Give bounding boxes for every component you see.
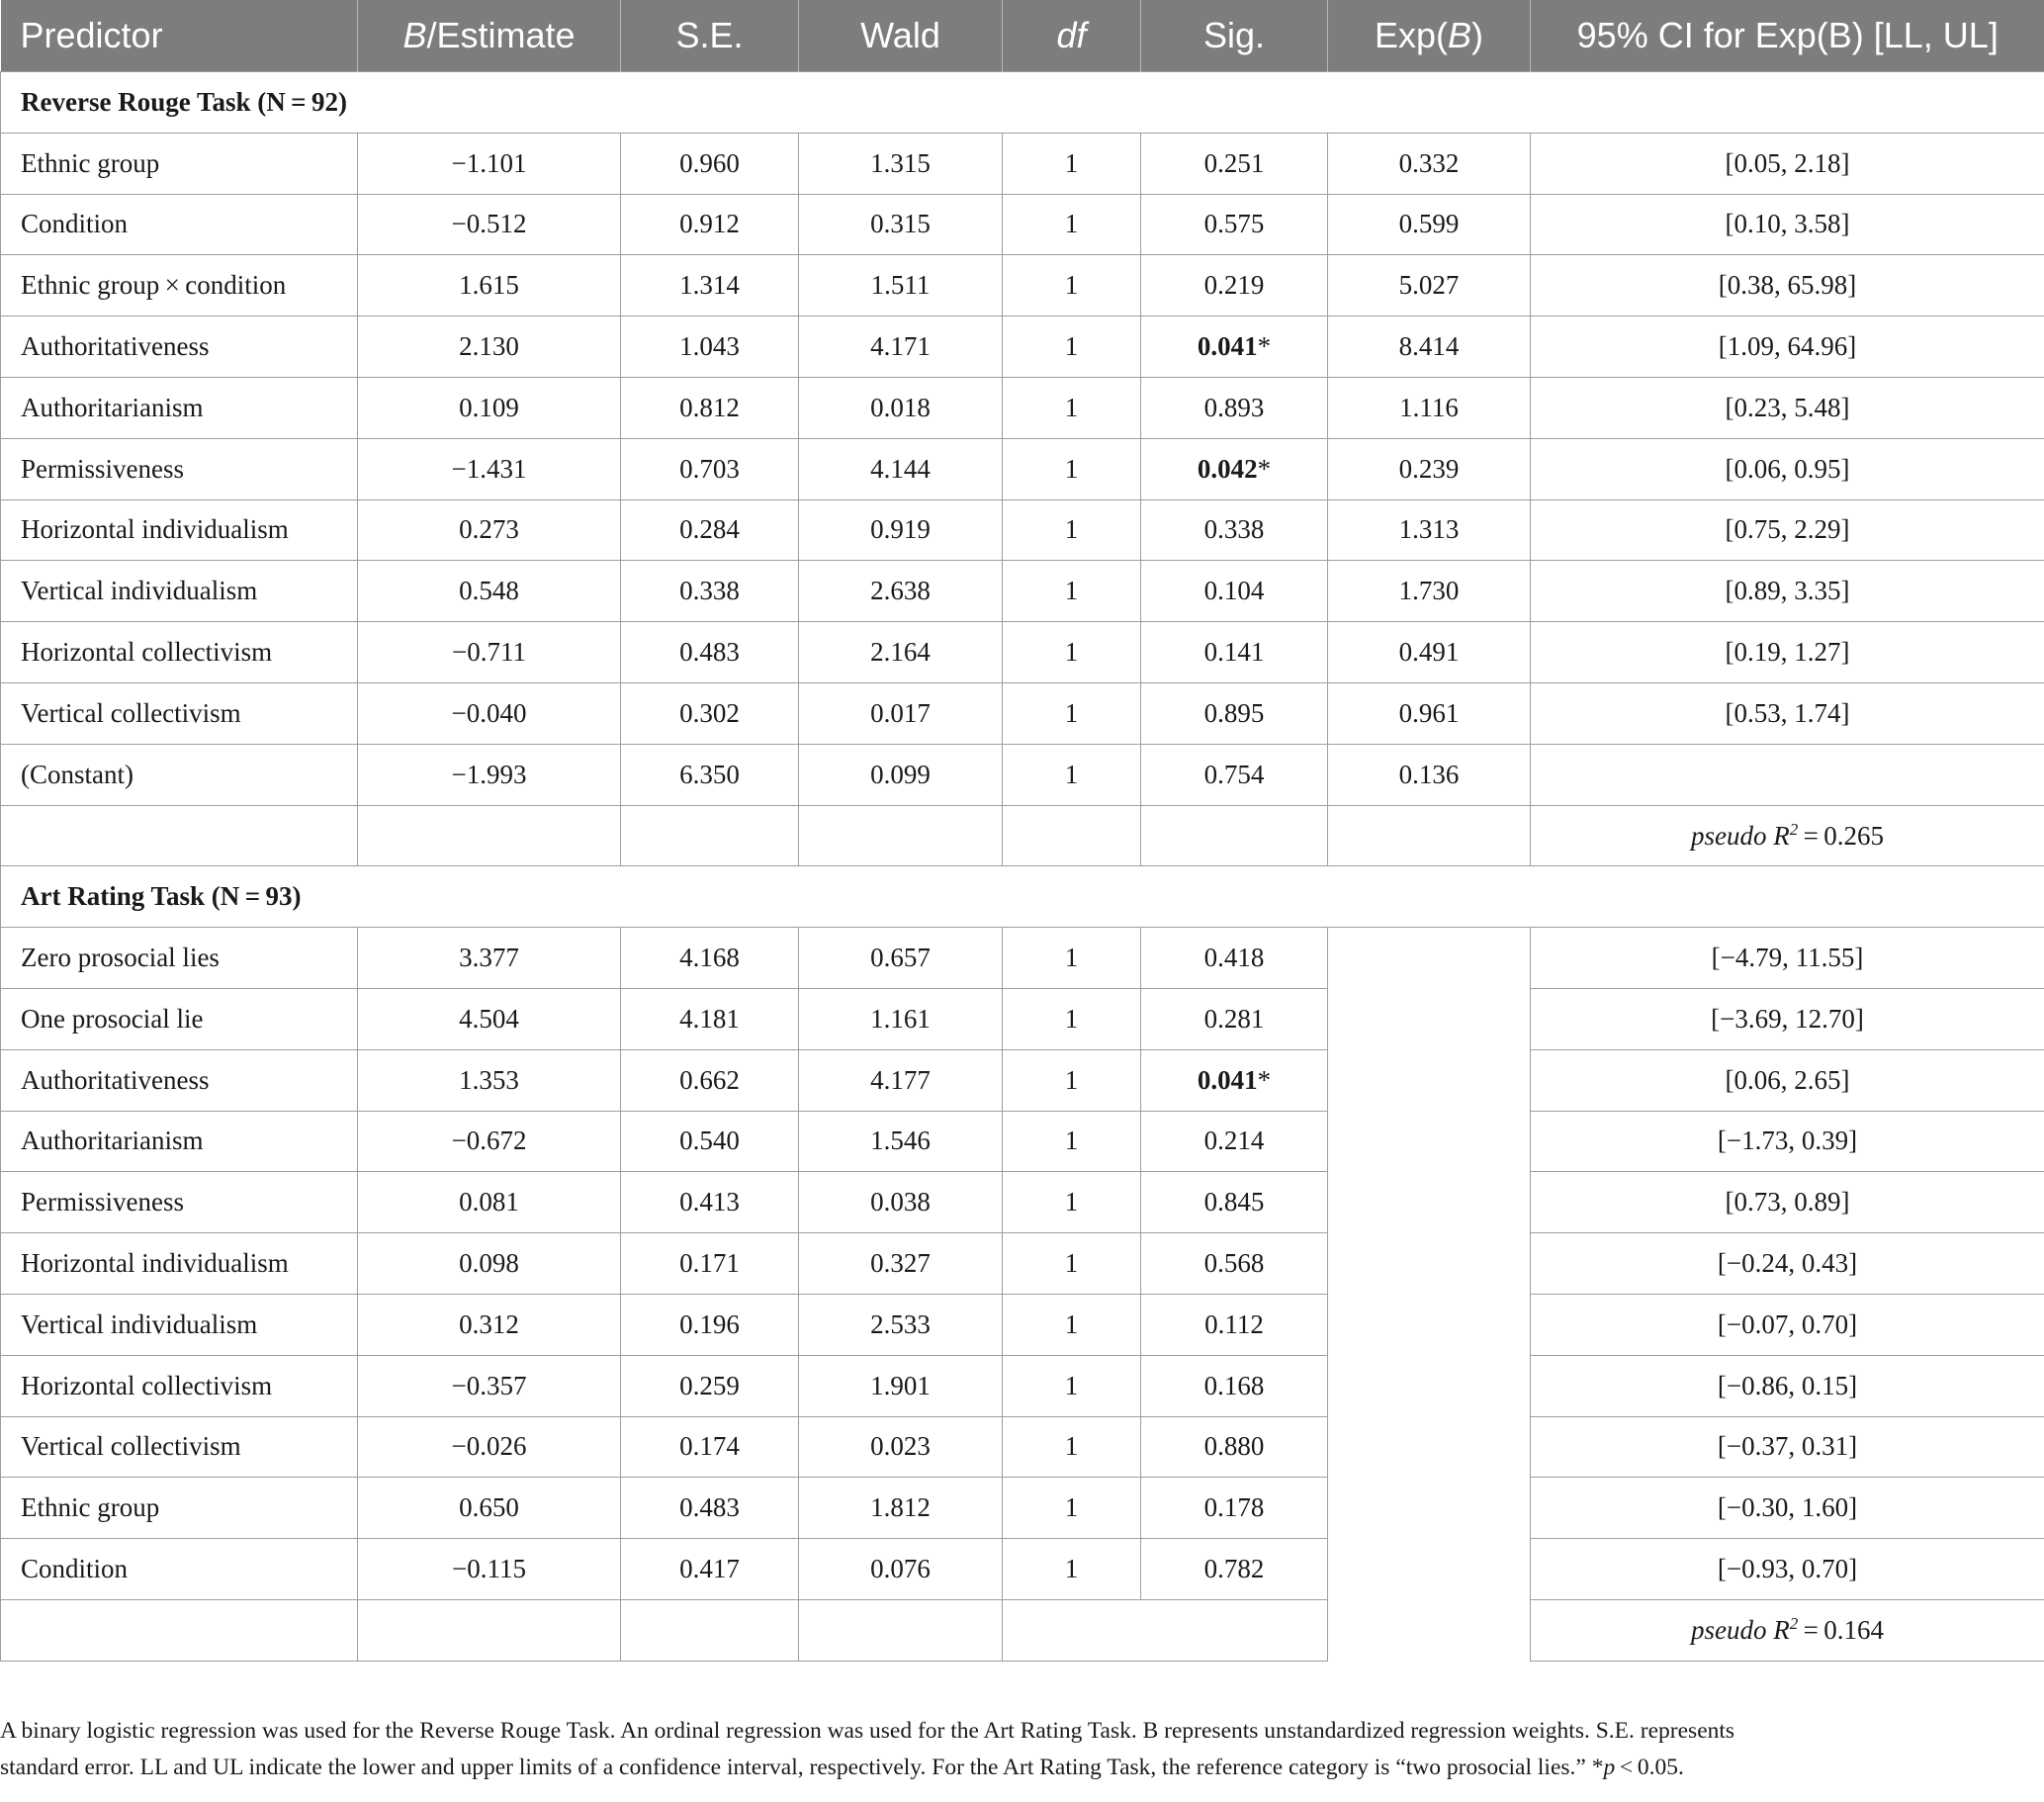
cell-wald: 2.164	[799, 622, 1003, 683]
cell-ci: [0.19, 1.27]	[1531, 622, 2044, 683]
cell-predictor: Ethnic group	[1, 133, 358, 194]
cell-sig: 0.219	[1141, 255, 1328, 316]
cell-wald: 1.161	[799, 988, 1003, 1049]
cell-sig: 0.845	[1141, 1172, 1328, 1233]
table-row	[1, 1049, 2044, 1111]
cell-predictor: Vertical individualism	[1, 561, 358, 622]
cell-sig: 0.754	[1141, 744, 1328, 805]
cell-ci: [0.53, 1.74]	[1531, 682, 2044, 744]
pseudo-r2	[1531, 1599, 2044, 1661]
cell-sig: 0.112	[1141, 1294, 1328, 1355]
cell-b-estimate: 2.130	[358, 316, 621, 378]
cell-wald: 1.315	[799, 133, 1003, 194]
cell-predictor: Vertical collectivism	[1, 1416, 358, 1478]
cell-sig: 0.418	[1141, 928, 1328, 989]
empty-cell	[358, 805, 621, 866]
cell-df: 1	[1003, 1355, 1141, 1416]
cell-ci: [0.10, 3.58]	[1531, 194, 2044, 255]
cell-ci: [0.38, 65.98]	[1531, 255, 2044, 316]
cell-b-estimate: −0.115	[358, 1539, 621, 1600]
cell-wald: 0.023	[799, 1416, 1003, 1478]
section-title: Art Rating Task (N = 93)	[1, 866, 2044, 928]
cell-ci: [−0.86, 0.15]	[1531, 1355, 2044, 1416]
pseudo-r2-row	[1, 1599, 2044, 1661]
cell-b-estimate: −0.026	[358, 1416, 621, 1478]
cell-predictor: Authoritarianism	[1, 1111, 358, 1172]
footnote-line-2: standard error. LL and UL indicate the lower and upper limits of a confidence interval, respectively. For the Art Rating Task, the reference category is “two prosocial lies.” *p < 0.05.	[0, 1755, 1684, 1780]
header-wald: Wald	[799, 0, 1003, 72]
cell-predictor: Zero prosocial lies	[1, 928, 358, 989]
cell-expb-empty	[1328, 928, 1531, 1662]
pseudo-r2-value: = 0.164	[1798, 1615, 1885, 1646]
header-df: df	[1003, 0, 1141, 72]
cell-ci: [−3.69, 12.70]	[1531, 988, 2044, 1049]
header-predictor: Predictor	[1, 0, 358, 72]
header-se: S.E.	[621, 0, 799, 72]
cell-b-estimate: 0.650	[358, 1478, 621, 1539]
cell-b-estimate: 3.377	[358, 928, 621, 989]
table-row	[1, 1355, 2044, 1416]
cell-predictor: Permissiveness	[1, 1172, 358, 1233]
cell-df: 1	[1003, 377, 1141, 438]
cell-df: 1	[1003, 1233, 1141, 1295]
cell-wald: 0.315	[799, 194, 1003, 255]
empty-cell	[799, 1599, 1003, 1661]
cell-sig: 0.338	[1141, 499, 1328, 561]
cell-wald: 0.038	[799, 1172, 1003, 1233]
cell-wald: 1.901	[799, 1355, 1003, 1416]
cell-df: 1	[1003, 194, 1141, 255]
cell-sig: 0.895	[1141, 682, 1328, 744]
cell-wald: 0.919	[799, 499, 1003, 561]
cell-wald: 4.177	[799, 1049, 1003, 1111]
cell-sig: 0.168	[1141, 1355, 1328, 1416]
cell-se: 0.912	[621, 194, 799, 255]
cell-se: 0.259	[621, 1355, 799, 1416]
cell-b-estimate: −0.711	[358, 622, 621, 683]
cell-df: 1	[1003, 1111, 1141, 1172]
cell-wald: 1.812	[799, 1478, 1003, 1539]
cell-df: 1	[1003, 744, 1141, 805]
cell-sig	[1141, 316, 1328, 378]
cell-ci: [0.73, 0.89]	[1531, 1172, 2044, 1233]
cell-se: 0.338	[621, 561, 799, 622]
cell-df: 1	[1003, 1172, 1141, 1233]
cell-df: 1	[1003, 133, 1141, 194]
cell-sig: 0.141	[1141, 622, 1328, 683]
cell-df: 1	[1003, 1294, 1141, 1355]
cell-se: 0.196	[621, 1294, 799, 1355]
empty-cell	[799, 805, 1003, 866]
cell-ci: [1.09, 64.96]	[1531, 316, 2044, 378]
cell-b-estimate: 1.615	[358, 255, 621, 316]
table-row	[1, 1416, 2044, 1478]
cell-b-estimate: 0.098	[358, 1233, 621, 1295]
table-row	[1, 744, 2044, 805]
cell-df: 1	[1003, 1416, 1141, 1478]
cell-expb: 0.599	[1328, 194, 1531, 255]
cell-ci: [0.05, 2.18]	[1531, 133, 2044, 194]
empty-cell	[1328, 805, 1531, 866]
cell-df: 1	[1003, 988, 1141, 1049]
cell-expb: 0.332	[1328, 133, 1531, 194]
cell-wald: 2.533	[799, 1294, 1003, 1355]
cell-se: 1.043	[621, 316, 799, 378]
pseudo-r2-label: pseudo R	[1690, 1615, 1790, 1646]
pseudo-r2-label: pseudo R	[1690, 820, 1790, 851]
cell-sig: 0.104	[1141, 561, 1328, 622]
cell-expb: 5.027	[1328, 255, 1531, 316]
cell-sig: 0.178	[1141, 1478, 1328, 1539]
table-row	[1, 1294, 2044, 1355]
cell-sig: 0.281	[1141, 988, 1328, 1049]
cell-se: 0.174	[621, 1416, 799, 1478]
cell-ci	[1531, 744, 2044, 805]
cell-expb: 1.116	[1328, 377, 1531, 438]
cell-sig: 0.880	[1141, 1416, 1328, 1478]
cell-predictor: (Constant)	[1, 744, 358, 805]
pseudo-r2-sup: 2	[1789, 819, 1799, 839]
cell-se: 1.314	[621, 255, 799, 316]
cell-ci: [0.75, 2.29]	[1531, 499, 2044, 561]
cell-b-estimate: 1.353	[358, 1049, 621, 1111]
empty-cell	[621, 1599, 799, 1661]
section-header-row	[1, 866, 2044, 928]
cell-predictor: Authoritativeness	[1, 1049, 358, 1111]
cell-se: 0.483	[621, 1478, 799, 1539]
empty-cell	[358, 1599, 621, 1661]
cell-predictor: Horizontal collectivism	[1, 1355, 358, 1416]
cell-se: 4.181	[621, 988, 799, 1049]
empty-cell	[621, 805, 799, 866]
cell-ci: [0.23, 5.48]	[1531, 377, 2044, 438]
cell-sig: 0.575	[1141, 194, 1328, 255]
cell-se: 0.302	[621, 682, 799, 744]
cell-b-estimate: −1.993	[358, 744, 621, 805]
cell-b-estimate: −1.431	[358, 438, 621, 499]
cell-wald: 1.546	[799, 1111, 1003, 1172]
cell-se: 0.417	[621, 1539, 799, 1600]
pseudo-r2-row	[1, 805, 2044, 866]
sig-value-bold: 0.041	[1197, 331, 1258, 362]
cell-df: 1	[1003, 316, 1141, 378]
cell-predictor: Authoritativeness	[1, 316, 358, 378]
cell-b-estimate: 0.273	[358, 499, 621, 561]
cell-df: 1	[1003, 561, 1141, 622]
cell-sig: 0.251	[1141, 133, 1328, 194]
cell-df: 1	[1003, 928, 1141, 989]
cell-sig: 0.568	[1141, 1233, 1328, 1295]
cell-b-estimate: −0.040	[358, 682, 621, 744]
empty-cell	[1141, 805, 1328, 866]
cell-wald: 0.657	[799, 928, 1003, 989]
cell-wald: 4.144	[799, 438, 1003, 499]
cell-se: 0.413	[621, 1172, 799, 1233]
cell-wald: 1.511	[799, 255, 1003, 316]
cell-df: 1	[1003, 499, 1141, 561]
cell-ci: [0.06, 2.65]	[1531, 1049, 2044, 1111]
cell-wald: 0.099	[799, 744, 1003, 805]
cell-ci: [−1.73, 0.39]	[1531, 1111, 2044, 1172]
table-row	[1, 622, 2044, 683]
empty-cell	[1003, 1599, 1328, 1661]
cell-expb: 0.239	[1328, 438, 1531, 499]
cell-predictor: Authoritarianism	[1, 377, 358, 438]
cell-se: 0.812	[621, 377, 799, 438]
table-row	[1, 255, 2044, 316]
table-row	[1, 316, 2044, 378]
cell-predictor: One prosocial lie	[1, 988, 358, 1049]
sig-star: *	[1257, 1064, 1272, 1095]
section-header-row	[1, 72, 2044, 134]
cell-ci: [−0.07, 0.70]	[1531, 1294, 2044, 1355]
cell-sig: 0.782	[1141, 1539, 1328, 1600]
cell-expb: 0.136	[1328, 744, 1531, 805]
table-row	[1, 194, 2044, 255]
cell-expb: 1.730	[1328, 561, 1531, 622]
pseudo-r2-value: = 0.265	[1798, 820, 1885, 851]
cell-df: 1	[1003, 255, 1141, 316]
cell-df: 1	[1003, 438, 1141, 499]
cell-expb: 0.491	[1328, 622, 1531, 683]
cell-sig	[1141, 1049, 1328, 1111]
header-expb: Exp(B)	[1328, 0, 1531, 72]
table-row	[1, 499, 2044, 561]
cell-predictor: Horizontal collectivism	[1, 622, 358, 683]
table-row	[1, 377, 2044, 438]
cell-predictor: Vertical individualism	[1, 1294, 358, 1355]
cell-sig	[1141, 438, 1328, 499]
cell-wald: 0.327	[799, 1233, 1003, 1295]
cell-ci: [−0.93, 0.70]	[1531, 1539, 2044, 1600]
cell-ci: [−4.79, 11.55]	[1531, 928, 2044, 989]
empty-cell	[1003, 805, 1141, 866]
cell-wald: 0.017	[799, 682, 1003, 744]
cell-sig: 0.214	[1141, 1111, 1328, 1172]
section-title: Reverse Rouge Task (N = 92)	[1, 72, 2044, 134]
cell-predictor: Condition	[1, 1539, 358, 1600]
table-row	[1, 1478, 2044, 1539]
cell-ci: [0.89, 3.35]	[1531, 561, 2044, 622]
table-row	[1, 988, 2044, 1049]
table-row	[1, 1172, 2044, 1233]
cell-ci: [−0.30, 1.60]	[1531, 1478, 2044, 1539]
cell-df: 1	[1003, 622, 1141, 683]
cell-wald: 4.171	[799, 316, 1003, 378]
cell-expb: 0.961	[1328, 682, 1531, 744]
cell-predictor: Horizontal individualism	[1, 1233, 358, 1295]
empty-cell	[1, 805, 358, 866]
cell-b-estimate: −0.672	[358, 1111, 621, 1172]
pseudo-r2	[1531, 805, 2044, 866]
pseudo-r2-sup: 2	[1789, 1614, 1799, 1634]
cell-se: 0.662	[621, 1049, 799, 1111]
cell-b-estimate: −0.357	[358, 1355, 621, 1416]
cell-b-estimate: −0.512	[358, 194, 621, 255]
table-row	[1, 1539, 2044, 1600]
cell-wald: 0.018	[799, 377, 1003, 438]
footnote-line-1: A binary logistic regression was used for the Reverse Rouge Task. An ordinal regression was used for the Art Rating Task. B represents unstandardized regression weights. S.E. represents	[0, 1718, 1735, 1744]
cell-predictor: Ethnic group × condition	[1, 255, 358, 316]
cell-b-estimate: 0.548	[358, 561, 621, 622]
cell-b-estimate: 0.081	[358, 1172, 621, 1233]
header-sig: Sig.	[1141, 0, 1328, 72]
cell-df: 1	[1003, 1049, 1141, 1111]
cell-predictor: Vertical collectivism	[1, 682, 358, 744]
cell-se: 0.171	[621, 1233, 799, 1295]
cell-b-estimate: 4.504	[358, 988, 621, 1049]
cell-predictor: Permissiveness	[1, 438, 358, 499]
cell-sig: 0.893	[1141, 377, 1328, 438]
header-ci: 95% CI for Exp(B) [LL, UL]	[1531, 0, 2044, 72]
table-row	[1, 133, 2044, 194]
table-row	[1, 1233, 2044, 1295]
sig-star: *	[1257, 331, 1272, 362]
cell-predictor: Horizontal individualism	[1, 499, 358, 561]
cell-se: 0.960	[621, 133, 799, 194]
cell-se: 6.350	[621, 744, 799, 805]
cell-se: 0.284	[621, 499, 799, 561]
cell-b-estimate: 0.312	[358, 1294, 621, 1355]
table-row	[1, 682, 2044, 744]
cell-se: 0.703	[621, 438, 799, 499]
table-row	[1, 928, 2044, 989]
header-row	[1, 0, 2044, 72]
cell-b-estimate: −1.101	[358, 133, 621, 194]
sig-value-bold: 0.042	[1197, 453, 1258, 484]
cell-df: 1	[1003, 682, 1141, 744]
empty-cell	[1, 1599, 358, 1661]
table-row	[1, 561, 2044, 622]
cell-df: 1	[1003, 1539, 1141, 1600]
cell-wald: 2.638	[799, 561, 1003, 622]
cell-b-estimate: 0.109	[358, 377, 621, 438]
cell-ci: [−0.37, 0.31]	[1531, 1416, 2044, 1478]
cell-expb: 8.414	[1328, 316, 1531, 378]
cell-predictor: Condition	[1, 194, 358, 255]
table-row	[1, 438, 2044, 499]
table-footnote	[0, 1713, 2032, 1786]
cell-wald: 0.076	[799, 1539, 1003, 1600]
cell-se: 0.540	[621, 1111, 799, 1172]
sig-value-bold: 0.041	[1197, 1064, 1258, 1095]
header-b-estimate: B/Estimate	[358, 0, 621, 72]
cell-predictor: Ethnic group	[1, 1478, 358, 1539]
cell-df: 1	[1003, 1478, 1141, 1539]
cell-ci: [0.06, 0.95]	[1531, 438, 2044, 499]
cell-se: 4.168	[621, 928, 799, 989]
cell-expb: 1.313	[1328, 499, 1531, 561]
cell-ci: [−0.24, 0.43]	[1531, 1233, 2044, 1295]
sig-star: *	[1257, 453, 1272, 484]
table-row	[1, 1111, 2044, 1172]
cell-se: 0.483	[621, 622, 799, 683]
